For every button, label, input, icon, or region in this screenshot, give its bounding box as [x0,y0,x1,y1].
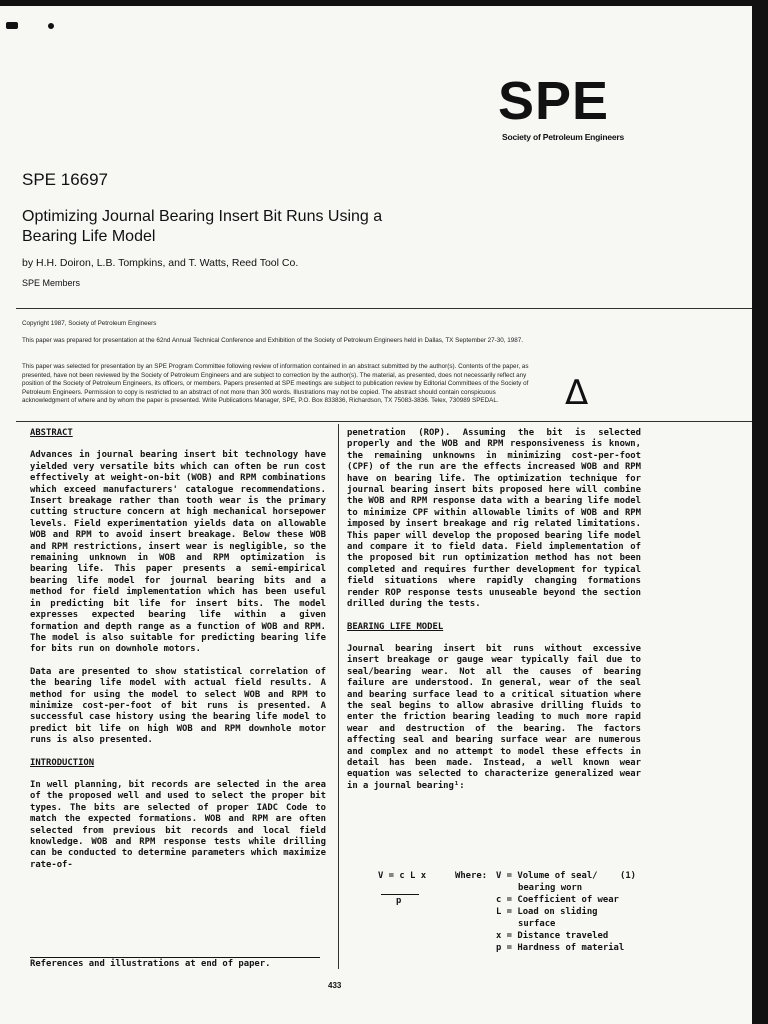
left-column [30,428,326,871]
abstract-heading: ABSTRACT [30,428,73,438]
punch-mark [6,22,18,29]
abstract-paragraph-2: Data are presented to show statistical correlation of the bearing life model with actual field results. A method for using the model to select WOB and RPM to minimize cost-per-foot of bit runs is presented. A successful case history using the bearing life model to predict bit life on high WOB and RPM downhole motor runs is also presented. [30,666,326,746]
page-number: 433 [328,981,342,990]
variable-definition: surface [518,919,556,929]
equation-numerator: V = c L x [378,871,427,881]
equation-number: (1) [620,871,637,881]
variable-definition: p = Hardness of material [496,943,625,953]
abstract-paragraph-1: Advances in journal bearing insert bit technology have yielded very versatile bits which can often be run cost effectively at weight-on-bit (WOB) and RPM combinations which exceed manufacturers' catalogue recommendations. Insert breakage rather than tooth wear is the primary cutting structure concern at high mechanical horsepower levels. Field experimentation yields data on allowable WOB and RPM to avoid insert breakage. Below these WOB and RPM restrictions, insert wear is negligible, so the remaining unknown in WOB and RPM optimization is bearing life. This paper presents a semi-empirical bearing life model for journal bearing bits and a method for field implementation which has been useful in predicting bit life for insert bits. The model expresses expected bearing life within a given formation and depth range as a function of WOB and RPM. The model is also suitable for predicting bearing life for bits run on downhole motors. [30,450,326,655]
right-column [347,428,641,792]
variable-definition: V = Volume of seal/ [496,871,598,881]
spe-members: SPE Members [22,278,81,288]
presentation-notice: This paper was prepared for presentation at the 62nd Annual Technical Conference and Exhibition of the Society of Petroleum Engineers held in Dallas, TX September 27-30, 1987. [22,337,524,344]
punch-dot [48,23,54,29]
bearing-life-model-heading: BEARING LIFE MODEL [347,621,444,632]
introduction-heading: INTRODUCTION [30,757,95,768]
introduction-continued: penetration (ROP). Assuming the bit is selected properly and the WOB and RPM responsiveness is known, the remaining unknowns in minimizing cost-per-foot (CPF) of the run are the effects increased WOB and RPM have on bearing life. The optimization technique for journal bearing insert bits proposed here will combine the WOB and RPM response data with a bearing life model to minimize CPF within allowable limits of WOB and RPM imposed by insert breakage and rig related limitations. This paper will develop the proposed bearing life model and compare it to field data. Field implementation of the proposed bit run optimization method has not been completed and requires further development for typical field situations where rapidly changing formations render ROP response tests unuseable beyond the section drilled during the tests. [347,428,641,610]
scan-border-right [752,0,768,1024]
paper-number: SPE 16697 [22,170,109,189]
variable-definition: c = Coefficient of wear [496,895,619,905]
authors: by H.H. Doiron, L.B. Tompkins, and T. Watts, Reed Tool Co. [22,257,299,269]
paper-title [22,207,492,247]
divider-top [16,308,752,309]
title-line-1: Optimizing Journal Bearing Insert Bit Runs Using a [22,208,383,225]
spe-logo-subtitle: Society of Petroleum Engineers [502,132,625,142]
variable-definition: bearing worn [518,883,583,893]
column-divider [338,424,339,969]
variable-definition: L = Load on sliding [496,907,598,917]
copyright-notice: Copyright 1987, Society of Petroleum Engineers [22,320,157,327]
equation-where-label: Where: [455,871,488,881]
variable-definition: x = Distance traveled [496,931,609,941]
equation-denominator: p [396,896,402,906]
title-line-2: Bearing Life Model [22,228,156,245]
delta-icon: Δ [565,373,589,413]
bearing-life-model-paragraph: Journal bearing insert bit runs without excessive insert breakage or gauge wear typically fail due to seal/bearing wear. Not all the causes of bearing failure are understood. In general, wear of the seal and bearing surface lead to a critical situation where the seal begins to allow abrasive drilling fluids to enter the friction bearing leading to much more rapid wear and destruction of the bearing. The factors affecting seal and bearing surface wear are numerous and complex and no attempt to model these effects in detail has been made. Instead, a well known wear equation was selected to characterize generalized wear in a journal bearing¹: [347,643,641,791]
selection-notice: This paper was selected for presentation by an SPE Program Committee following review of information contained in an abstract submitted by the author(s). Contents of the paper, as presented, have not been reviewed by the Society of Petroleum Engineers and are subject to correction by the author(s). The material, as presented, does not necessarily reflect any position of the Society of Petroleum Engineers, its officers, or members. Papers presented at SPE meetings are subject to publication review by Editorial Committees of the Society of Petroleum Engineers. Permission to copy is restricted to an abstract of not more than 300 words. Illustrations may not be copied. The abstract should contain conspicuous acknowledgment of where and by whom the paper is presented. Write Publications Manager, SPE, P.O. Box 833836, Richardson, TX 75083-3836. Telex, 730989 SPEDAL. [22,363,529,405]
spe-logo: SPE [498,71,610,131]
introduction-paragraph-1: In well planning, bit records are selected in the area of the proposed well and used to select the proper bit types. The bits are selected of proper IADC Code to match the expected formations. WOB and RPM are often selected from previous bit records and local field knowledge. WOB and RPM response tests while drilling can be conducted to determine parameters which maximize rate-of- [30,779,326,870]
footnote: References and illustrations at end of paper. [30,957,320,970]
equation-fraction-bar [381,894,419,895]
divider-middle [16,421,752,422]
